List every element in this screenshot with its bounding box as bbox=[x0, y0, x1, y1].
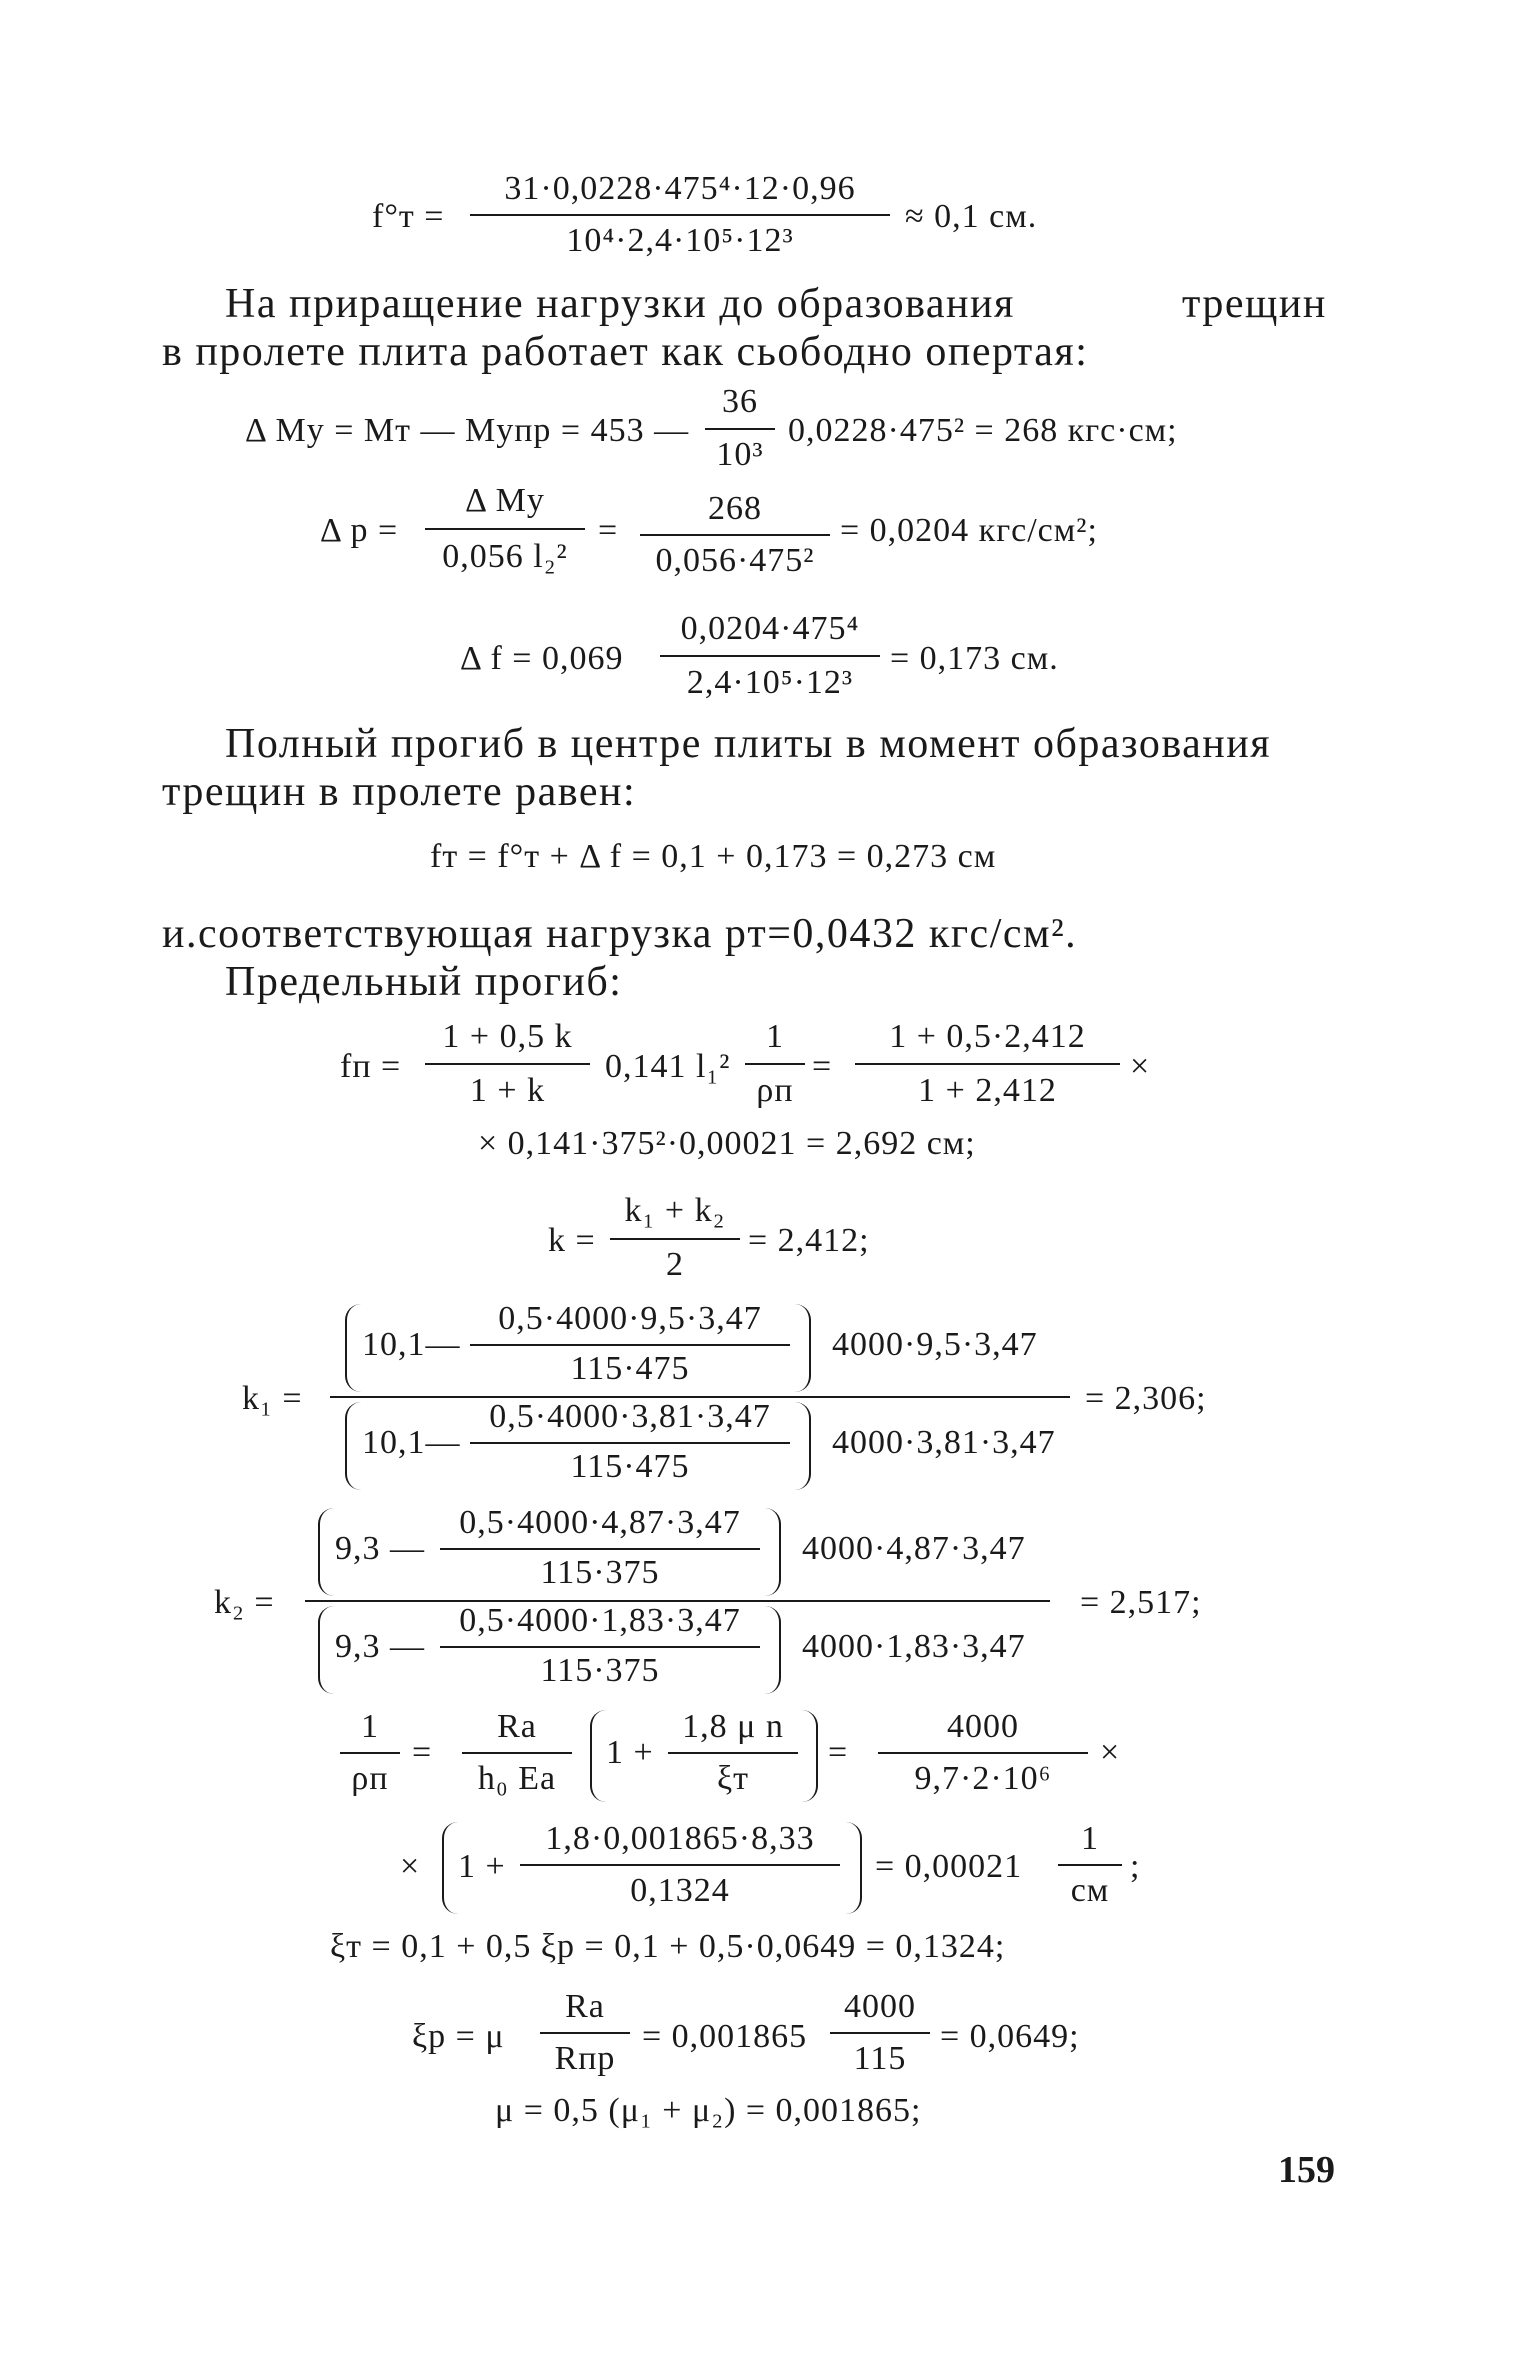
eq3-fraction-bar-2 bbox=[640, 534, 830, 536]
eq3-f1-num: Δ Mу bbox=[465, 482, 545, 519]
eq3-fraction-bar-1 bbox=[425, 528, 585, 530]
eq12-bar-1 bbox=[540, 2032, 630, 2034]
eq4-numerator: 0,0204·475⁴ bbox=[680, 610, 860, 647]
eq12-mid: = 0,001865 bbox=[642, 2018, 808, 2055]
eq9-top-bar bbox=[440, 1548, 760, 1550]
eq10-f4-num: 4000 bbox=[947, 1708, 1019, 1745]
eq12-lhs: ξр = μ bbox=[412, 2018, 505, 2055]
eq9-top-tail: 4000·4,87·3,47 bbox=[802, 1530, 1026, 1567]
eq5: fт = f°т + Δ f = 0,1 + 0,173 = 0,273 см bbox=[430, 838, 997, 875]
para1-line1-left: На приращение нагрузки до образования bbox=[225, 281, 1015, 327]
eq3-rhs: = 0,0204 кгс/см²; bbox=[840, 512, 1098, 549]
eq1-numerator: 31·0,0228·475⁴·12·0,96 bbox=[504, 170, 856, 207]
para1-line1-right: трещин bbox=[1182, 281, 1327, 327]
eq10-l2-right-paren bbox=[846, 1822, 862, 1914]
eq7-rhs: = 2,412; bbox=[748, 1222, 870, 1259]
eq9-bot-num: 0,5·4000·1,83·3,47 bbox=[459, 1602, 741, 1639]
eq8-bot-right-paren bbox=[795, 1402, 811, 1490]
eq3-f1-den: 0,056 l₂² bbox=[442, 538, 568, 575]
eq6-f2-den: ρп bbox=[756, 1072, 794, 1109]
eq8-bot-num: 0,5·4000·3,81·3,47 bbox=[489, 1398, 771, 1435]
para1-line2: в пролете плита работает как сьободно опертая: bbox=[162, 329, 1089, 375]
eq10-l2-mid: = 0,00021 bbox=[875, 1848, 1023, 1885]
eq8-bot-a: 10,1— bbox=[362, 1424, 461, 1461]
eq9-bot-tail: 4000·1,83·3,47 bbox=[802, 1628, 1026, 1665]
eq9-rhs: = 2,517; bbox=[1080, 1584, 1202, 1621]
eq8-lhs: k₁ = bbox=[242, 1380, 303, 1417]
page-number: 159 bbox=[1278, 2149, 1335, 2191]
eq9-top-num: 0,5·4000·4,87·3,47 bbox=[459, 1504, 741, 1541]
eq10-l2-num: 1,8·0,001865·8,33 bbox=[545, 1820, 815, 1857]
eq10-l2-times: × bbox=[400, 1848, 421, 1885]
eq10-f2-den: h₀ Eа bbox=[477, 1760, 557, 1797]
eq12-f2-num: 4000 bbox=[844, 1988, 916, 2025]
eq8-top-right-paren bbox=[795, 1304, 811, 1392]
eq4-lhs: Δ f = 0,069 bbox=[460, 640, 624, 677]
eq8-bot-tail: 4000·3,81·3,47 bbox=[832, 1424, 1056, 1461]
eq3-lhs: Δ p = bbox=[320, 512, 399, 549]
eq10-f2-num: Rа bbox=[497, 1708, 537, 1745]
eq10-equals-2: = bbox=[828, 1734, 849, 1771]
para3-line2: Предельный прогиб: bbox=[225, 959, 623, 1005]
eq6-fraction-bar-2 bbox=[745, 1063, 805, 1065]
eq8-bot-den: 115·475 bbox=[570, 1448, 690, 1485]
eq6-fraction-bar-3 bbox=[855, 1063, 1120, 1065]
eq6-line2: × 0,141·375²·0,00021 = 2,692 см; bbox=[478, 1125, 976, 1162]
eq9-bot-left-paren bbox=[318, 1606, 334, 1694]
eq9-top-a: 9,3 — bbox=[335, 1530, 425, 1567]
eq9-bot-right-paren bbox=[765, 1606, 781, 1694]
eq10-l2-den: 0,1324 bbox=[630, 1872, 730, 1909]
eq10-l2-fden: см bbox=[1070, 1872, 1110, 1909]
eq10-left-paren bbox=[590, 1710, 606, 1802]
eq1-rhs: ≈ 0,1 см. bbox=[905, 198, 1038, 235]
eq10-f3-den: ξт bbox=[716, 1760, 749, 1797]
eq8-top-a: 10,1— bbox=[362, 1326, 461, 1363]
eq9-top-right-paren bbox=[765, 1508, 781, 1596]
eq7-lhs: k = bbox=[548, 1222, 596, 1259]
eq9-bot-a: 9,3 — bbox=[335, 1628, 425, 1665]
eq6-mid: 0,141 l₁² bbox=[605, 1048, 731, 1085]
eq10-f1-den: ρп bbox=[351, 1760, 389, 1797]
eq2-fraction-bar bbox=[705, 428, 775, 430]
eq9-bot-den: 115·375 bbox=[540, 1652, 660, 1689]
eq10-bar-1 bbox=[340, 1752, 400, 1754]
eq2-frac-num: 36 bbox=[722, 383, 758, 420]
eq9-top-den: 115·375 bbox=[540, 1554, 660, 1591]
eq10-l2-fbar bbox=[1058, 1864, 1122, 1866]
eq3-f2-den: 0,056·475² bbox=[655, 542, 815, 579]
eq12-bar-2 bbox=[830, 2032, 930, 2034]
eq6-f3-den: 1 + 2,412 bbox=[918, 1072, 1057, 1109]
eq7-numerator: k₁ + k₂ bbox=[624, 1192, 726, 1229]
eq6-f1-den: 1 + k bbox=[469, 1072, 546, 1109]
eq10-paren-a: 1 + bbox=[606, 1734, 654, 1771]
eq10-l2-left-paren bbox=[442, 1822, 458, 1914]
eq11: ξт = 0,1 + 0,5 ξр = 0,1 + 0,5·0,0649 = 0,1324; bbox=[330, 1928, 1006, 1965]
eq8-top-bar bbox=[470, 1344, 790, 1346]
eq6-f3-num: 1 + 0,5·2,412 bbox=[889, 1018, 1086, 1055]
eq10-bar-4 bbox=[878, 1752, 1088, 1754]
eq12-f2-den: 115 bbox=[853, 2040, 907, 2077]
eq12-rhs: = 0,0649; bbox=[940, 2018, 1080, 2055]
eq9-top-left-paren bbox=[318, 1508, 334, 1596]
eq10-bar-3 bbox=[668, 1752, 798, 1754]
eq4-denominator: 2,4·10⁵·12³ bbox=[686, 664, 854, 701]
eq8-rhs: = 2,306; bbox=[1085, 1380, 1207, 1417]
eq4-fraction-bar bbox=[660, 655, 880, 657]
eq8-top-den: 115·475 bbox=[570, 1350, 690, 1387]
eq10-bar-2 bbox=[462, 1752, 572, 1754]
eq13: μ = 0,5 (μ₁ + μ₂) = 0,001865; bbox=[495, 2092, 922, 2129]
eq4-rhs: = 0,173 см. bbox=[890, 640, 1059, 677]
eq8-top-num: 0,5·4000·9,5·3,47 bbox=[498, 1300, 762, 1337]
eq6-times: × bbox=[1130, 1048, 1151, 1085]
eq10-f3-num: 1,8 μ n bbox=[682, 1708, 784, 1745]
eq3-equals: = bbox=[598, 512, 619, 549]
para2-line1: Полный прогиб в центре плиты в момент образования bbox=[225, 721, 1272, 767]
eq6-f2-num: 1 bbox=[766, 1018, 784, 1055]
eq8-top-left-paren bbox=[345, 1304, 361, 1392]
eq1-fraction-bar bbox=[470, 214, 890, 216]
eq10-right-paren bbox=[802, 1710, 818, 1802]
eq8-bot-left-paren bbox=[345, 1402, 361, 1490]
eq2-frac-den: 10³ bbox=[716, 436, 764, 473]
eq10-l2-end: ; bbox=[1130, 1848, 1141, 1885]
eq2-rhs: 0,0228·475² = 268 кгс·см; bbox=[788, 412, 1178, 449]
eq6-f1-num: 1 + 0,5 k bbox=[442, 1018, 573, 1055]
eq12-f1-den: Rпр bbox=[554, 2040, 616, 2077]
eq6-equals: = bbox=[812, 1048, 833, 1085]
eq10-l2-fnum: 1 bbox=[1081, 1820, 1099, 1857]
eq12-f1-num: Rа bbox=[565, 1988, 605, 2025]
eq1-lhs: f°т = bbox=[372, 198, 445, 235]
eq10-equals: = bbox=[412, 1734, 433, 1771]
eq6-fraction-bar-1 bbox=[425, 1063, 590, 1065]
para2-line2: трещин в пролете равен: bbox=[162, 769, 637, 815]
eq10-l2-bar bbox=[520, 1864, 840, 1866]
eq10-f1-num: 1 bbox=[361, 1708, 379, 1745]
para3-line1: и.соответствующая нагрузка pт=0,0432 кгс/см². bbox=[162, 911, 1078, 957]
eq10-times: × bbox=[1100, 1734, 1121, 1771]
eq8-top-tail: 4000·9,5·3,47 bbox=[832, 1326, 1038, 1363]
eq6-lhs: fп = bbox=[340, 1048, 402, 1085]
eq1-denominator: 10⁴·2,4·10⁵·12³ bbox=[566, 222, 794, 259]
eq7-denominator: 2 bbox=[666, 1246, 684, 1283]
eq9-bot-bar bbox=[440, 1646, 760, 1648]
eq8-bot-bar bbox=[470, 1442, 790, 1444]
eq2-lhs: Δ Mу = Mт — Mупр = 453 — bbox=[245, 412, 690, 449]
eq10-l2-a: 1 + bbox=[458, 1848, 506, 1885]
eq9-lhs: k₂ = bbox=[214, 1584, 275, 1621]
eq3-f2-num: 268 bbox=[708, 490, 762, 527]
eq10-f4-den: 9,7·2·10⁶ bbox=[914, 1760, 1052, 1797]
eq7-fraction-bar bbox=[610, 1238, 740, 1240]
